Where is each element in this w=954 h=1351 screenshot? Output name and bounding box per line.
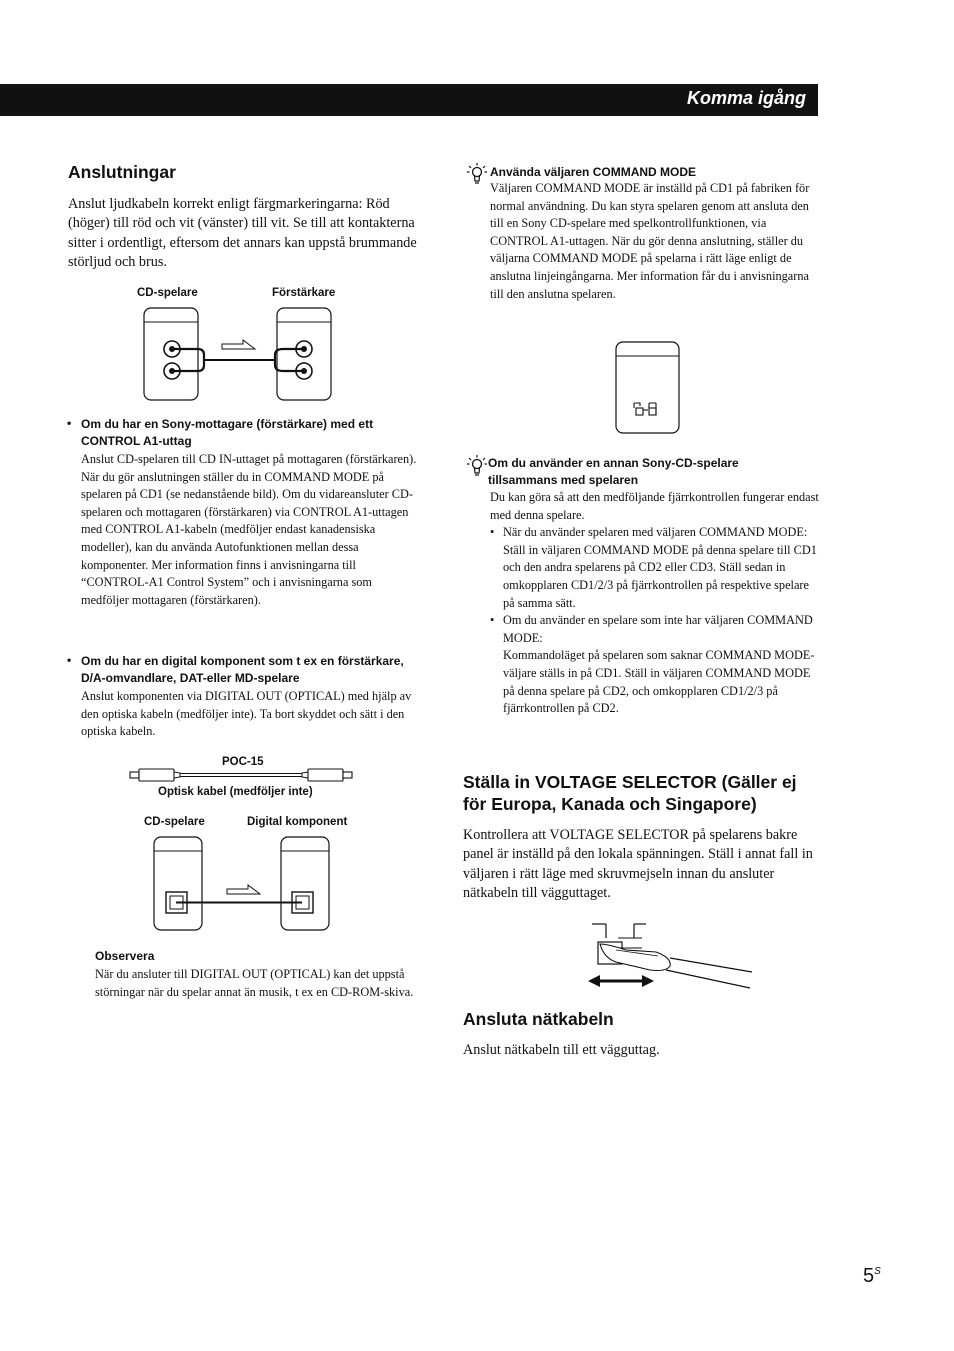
tip1-text: Väljaren COMMAND MODE är inställd på CD1 på fabriken för normal användning. Du kan styra spelaren genom att ansluta den till en Sony CD-spelare med spelkontrollfunktionen, via CONTROL A1-uttagen. När du gör denna anslutning, ställer du väljarna COMMAND MODE på spelarna i rätt läge enligt de anslutna linjeingångarna. Mer information får du i anvisningarna till den anslutna spelaren.: [490, 181, 810, 301]
optical-cable-icon: [128, 764, 354, 786]
bullet-dot: •: [67, 653, 72, 667]
note-text: När du ansluter till DIGITAL OUT (OPTICAL) kan det uppstå störningar när du spelar annat än musik, t ex en CD-ROM-skiva.: [95, 967, 414, 999]
tip1-title: Använda väljaren COMMAND MODE: [490, 165, 697, 179]
tip2-item2-text: Kommandoläget på spelaren som saknar COMMAND MODE-väljare ställs in på CD1. Ställ in väljaren COMMAND MODE på denna spelare på CD2, och omkopplaren CD1/2/3 på fjärrkontrollen på CD2.: [503, 648, 815, 716]
note-observera: [95, 948, 425, 1001]
intro-paragraph: Anslut ljudkabeln korrekt enligt färgmarkeringarna: Röd (höger) till röd och vit (vänster) till vit. Se till att kontakterna sitter i ordentligt, eftersom det annars kan uppstå brummande störljud och brus.: [68, 196, 417, 270]
heading-mains: Ansluta nätkabeln: [463, 1009, 614, 1029]
page-number: [863, 1265, 881, 1288]
diagram2-left-label: CD-spelare: [144, 816, 205, 828]
list-item: [490, 612, 820, 718]
tip2-body: [490, 489, 820, 718]
bullet-digital-component: [67, 653, 421, 741]
tip2-item2-lead: Om du använder en spelare som inte har väljaren COMMAND MODE:: [503, 613, 813, 645]
voltage-selector-screwdriver-diagram: [586, 922, 758, 994]
tip-command-mode: [490, 164, 820, 303]
bullet-dot: •: [490, 613, 495, 628]
note-title: Observera: [95, 949, 155, 963]
bullet1-text: Anslut CD-spelaren till CD IN-uttaget på mottagaren (förstärkaren). När du gör anslutningen ställer du in COMMAND MODE på spelaren på CD1 (se nedanstående bild). Om du vidareansluter CD-spelaren och mottagaren (förstärkaren) via CONTROL A1-uttagen med CONTROL A1-kabeln (medföljer endast kanadensiska modeller), kan du använda Autofunktionen mellan dessa komponenter. Mer information finns i anvisningarna till “CONTROL-A1 Control System” och i anvisningarna som medföljer mottagaren (förstärkaren).: [81, 452, 417, 607]
cable-caption: Optisk kabel (medföljer inte): [158, 786, 313, 798]
analog-connection-diagram: [135, 303, 345, 403]
bullet1-title: Om du har en Sony-mottagare (förstärkare) med ett CONTROL A1-uttag: [81, 417, 374, 448]
bullet-sony-receiver: [67, 416, 421, 609]
tip2-intro: Du kan göra så att den medföljande fjärrkontrollen fungerar endast med denna spelare.: [490, 490, 819, 522]
page-number-value: 5: [863, 1265, 875, 1287]
mains-paragraph: Anslut nätkabeln till ett vägguttag.: [463, 1042, 660, 1058]
tip-other-cd-player: [488, 455, 788, 489]
tip2-item1-lead: När du använder spelaren med väljaren COMMAND MODE:: [503, 525, 808, 540]
diagram2-right-label: Digital komponent: [247, 816, 348, 828]
header-bar: [0, 84, 818, 116]
lightbulb-tip-icon: [467, 455, 487, 479]
bullet-dot: •: [490, 525, 495, 540]
tip2-list: [490, 524, 820, 718]
lightbulb-tip-icon: [467, 163, 487, 187]
tip2-item1-text: Ställ in väljaren COMMAND MODE på denna spelare till CD1 och den andra spelarens på CD2 eller CD3. Ställ sedan in omkopplaren CD1/2/3 på fjärrkontrollen på respektive spelare på samma sätt.: [503, 542, 817, 610]
diagram1-right-label: Förstärkare: [272, 287, 336, 299]
tip2-title: Om du använder en annan Sony-CD-spelare tillsammans med spelaren: [488, 456, 739, 487]
voltage-paragraph: Kontrollera att VOLTAGE SELECTOR på spelarens bakre panel är inställd på den lokala spänningen. Ställ i annat fall in väljaren i rätt läge med skruvmejseln innan du ansluter nätkabeln till vägguttaget.: [463, 827, 813, 901]
command-mode-switch-diagram: [612, 340, 684, 436]
bullet-dot: •: [67, 416, 72, 430]
diagram1-left-label: CD-spelare: [137, 287, 198, 299]
optical-connection-diagram: [150, 834, 335, 934]
cable-model-label: POC-15: [222, 756, 264, 768]
list-item: [490, 524, 820, 612]
heading-voltage-selector: Ställa in VOLTAGE SELECTOR (Gäller ej för Europa, Kanada och Singapore): [463, 772, 797, 814]
section-title: Komma igång: [686, 88, 806, 108]
bullet2-text: Anslut komponenten via DIGITAL OUT (OPTICAL) med hjälp av den optiska kabeln (medföljer inte). Ta bort skyddet och sätt i den optiska kabeln.: [81, 689, 412, 739]
page-number-suffix: S: [874, 1266, 881, 1277]
heading-anslutningar: Anslutningar: [68, 162, 176, 182]
bullet2-title: Om du har en digital komponent som t ex en förstärkare, D/A-omvandlare, DAT-eller MD-spelare: [81, 654, 404, 685]
